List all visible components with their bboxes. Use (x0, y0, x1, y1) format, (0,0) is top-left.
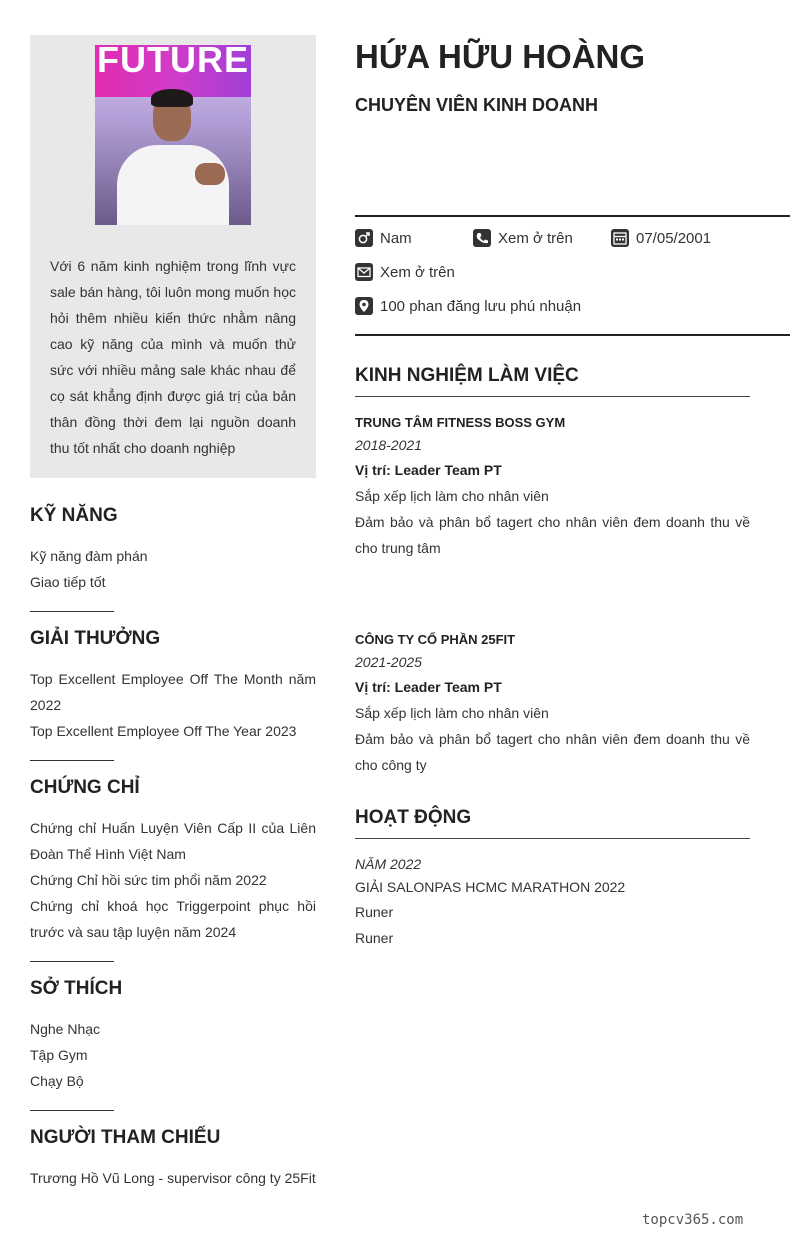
certificate-item: Chứng chỉ khoá học Triggerpoint phục hồi trước và sau tập luyện năm 2024 (30, 898, 316, 940)
watermark: topcv365.com (642, 1212, 744, 1228)
location-icon (355, 297, 373, 315)
birthday-value: 07/05/2001 (636, 229, 712, 247)
section-divider (30, 760, 114, 761)
contact-top-rule (355, 215, 790, 217)
reference-item: Trương Hồ Vũ Long - supervisor công ty 25Fit (30, 1170, 316, 1186)
phone-value: Xem ở trên (498, 229, 573, 247)
hobby-item: Chạy Bộ (30, 1073, 84, 1089)
experience-title: KINH NGHIỆM LÀM VIỆC (355, 365, 579, 386)
person-arm (195, 163, 225, 185)
profile-summary: Với 6 năm kinh nghiệm trong lĩnh vực sale bán hàng, tôi luôn mong muốn học hỏi thêm nhiều kiến thức nhằm nâng cao kỹ năng của mình và muốn thử sức với nhiều mảng sale khác nhau để cọ sát khẳng định được giá trị của bản thân đồng thời đem lại nguồn doanh thu tốt nhất cho doanh nghiệp (50, 258, 296, 456)
job-duty: Đảm bảo và phân bổ tagert cho nhân viên đem doanh thu về cho công ty (355, 731, 750, 773)
contact-gender (355, 229, 412, 247)
certificates-title: CHỨNG CHỈ (30, 777, 140, 798)
job-company: CÔNG TY CỔ PHẦN 25FIT (355, 632, 516, 647)
person-hair (151, 89, 193, 107)
hobby-item: Tập Gym (30, 1047, 88, 1063)
candidate-name: HỨA HỮU HOÀNG (355, 38, 646, 75)
email-icon (355, 263, 373, 281)
email-value: Xem ở trên (380, 263, 455, 281)
profile-photo (95, 45, 251, 225)
activity-item: Runer (355, 930, 394, 946)
activity-name: GIẢI SALONPAS HCMC MARATHON 2022 (355, 879, 626, 895)
activity-period: NĂM 2022 (355, 856, 422, 872)
award-item: Top Excellent Employee Off The Year 2023 (30, 723, 297, 739)
job-position: Vị trí: Leader Team PT (355, 462, 502, 478)
skill-item: Giao tiếp tốt (30, 574, 106, 590)
gender-value: Nam (380, 229, 412, 247)
photo-banner-text: FUTURE (97, 45, 249, 80)
hobbies-title: SỞ THÍCH (30, 978, 123, 999)
person-body (117, 145, 229, 225)
activity-item: Runer (355, 904, 394, 920)
profile-box (30, 35, 316, 478)
job-period: 2018-2021 (355, 437, 422, 453)
skill-item: Kỹ năng đàm phán (30, 548, 148, 564)
contact-phone (473, 229, 573, 247)
job-position: Vị trí: Leader Team PT (355, 679, 502, 695)
awards-title: GIẢI THƯỞNG (30, 628, 161, 649)
section-divider (30, 1110, 114, 1111)
contact-address (355, 297, 581, 315)
award-item: Top Excellent Employee Off The Month năm 2022 (30, 671, 316, 713)
job-duty: Sắp xếp lịch làm cho nhân viên (355, 488, 549, 504)
address-value: 100 phan đăng lưu phú nhuận (380, 297, 582, 315)
contact-birthday (611, 229, 711, 247)
phone-icon (473, 229, 491, 247)
contact-email (355, 263, 455, 281)
section-divider (30, 611, 114, 612)
references-title: NGƯỜI THAM CHIẾU (30, 1127, 221, 1148)
experience-rule (355, 396, 750, 397)
job-title: CHUYÊN VIÊN KINH DOANH (355, 95, 599, 115)
job-company: TRUNG TÂM FITNESS BOSS GYM (355, 415, 566, 430)
job-period: 2021-2025 (355, 654, 422, 670)
skills-title: KỸ NĂNG (30, 505, 118, 526)
contact-bottom-rule (355, 334, 790, 336)
calendar-icon (611, 229, 629, 247)
section-divider (30, 961, 114, 962)
activities-rule (355, 838, 750, 839)
activities-title: HOẠT ĐỘNG (355, 807, 472, 828)
certificate-item: Chứng chỉ Huấn Luyện Viên Cấp II của Liên Đoàn Thể Hình Việt Nam (30, 820, 316, 862)
job-duty: Đảm bảo và phân bổ tagert cho nhân viên đem doanh thu về cho trung tâm (355, 514, 750, 556)
job-duty: Sắp xếp lịch làm cho nhân viên (355, 705, 549, 721)
hobby-item: Nghe Nhạc (30, 1021, 101, 1037)
gender-icon (355, 229, 373, 247)
certificate-item: Chứng Chỉ hồi sức tim phổi năm 2022 (30, 872, 267, 888)
